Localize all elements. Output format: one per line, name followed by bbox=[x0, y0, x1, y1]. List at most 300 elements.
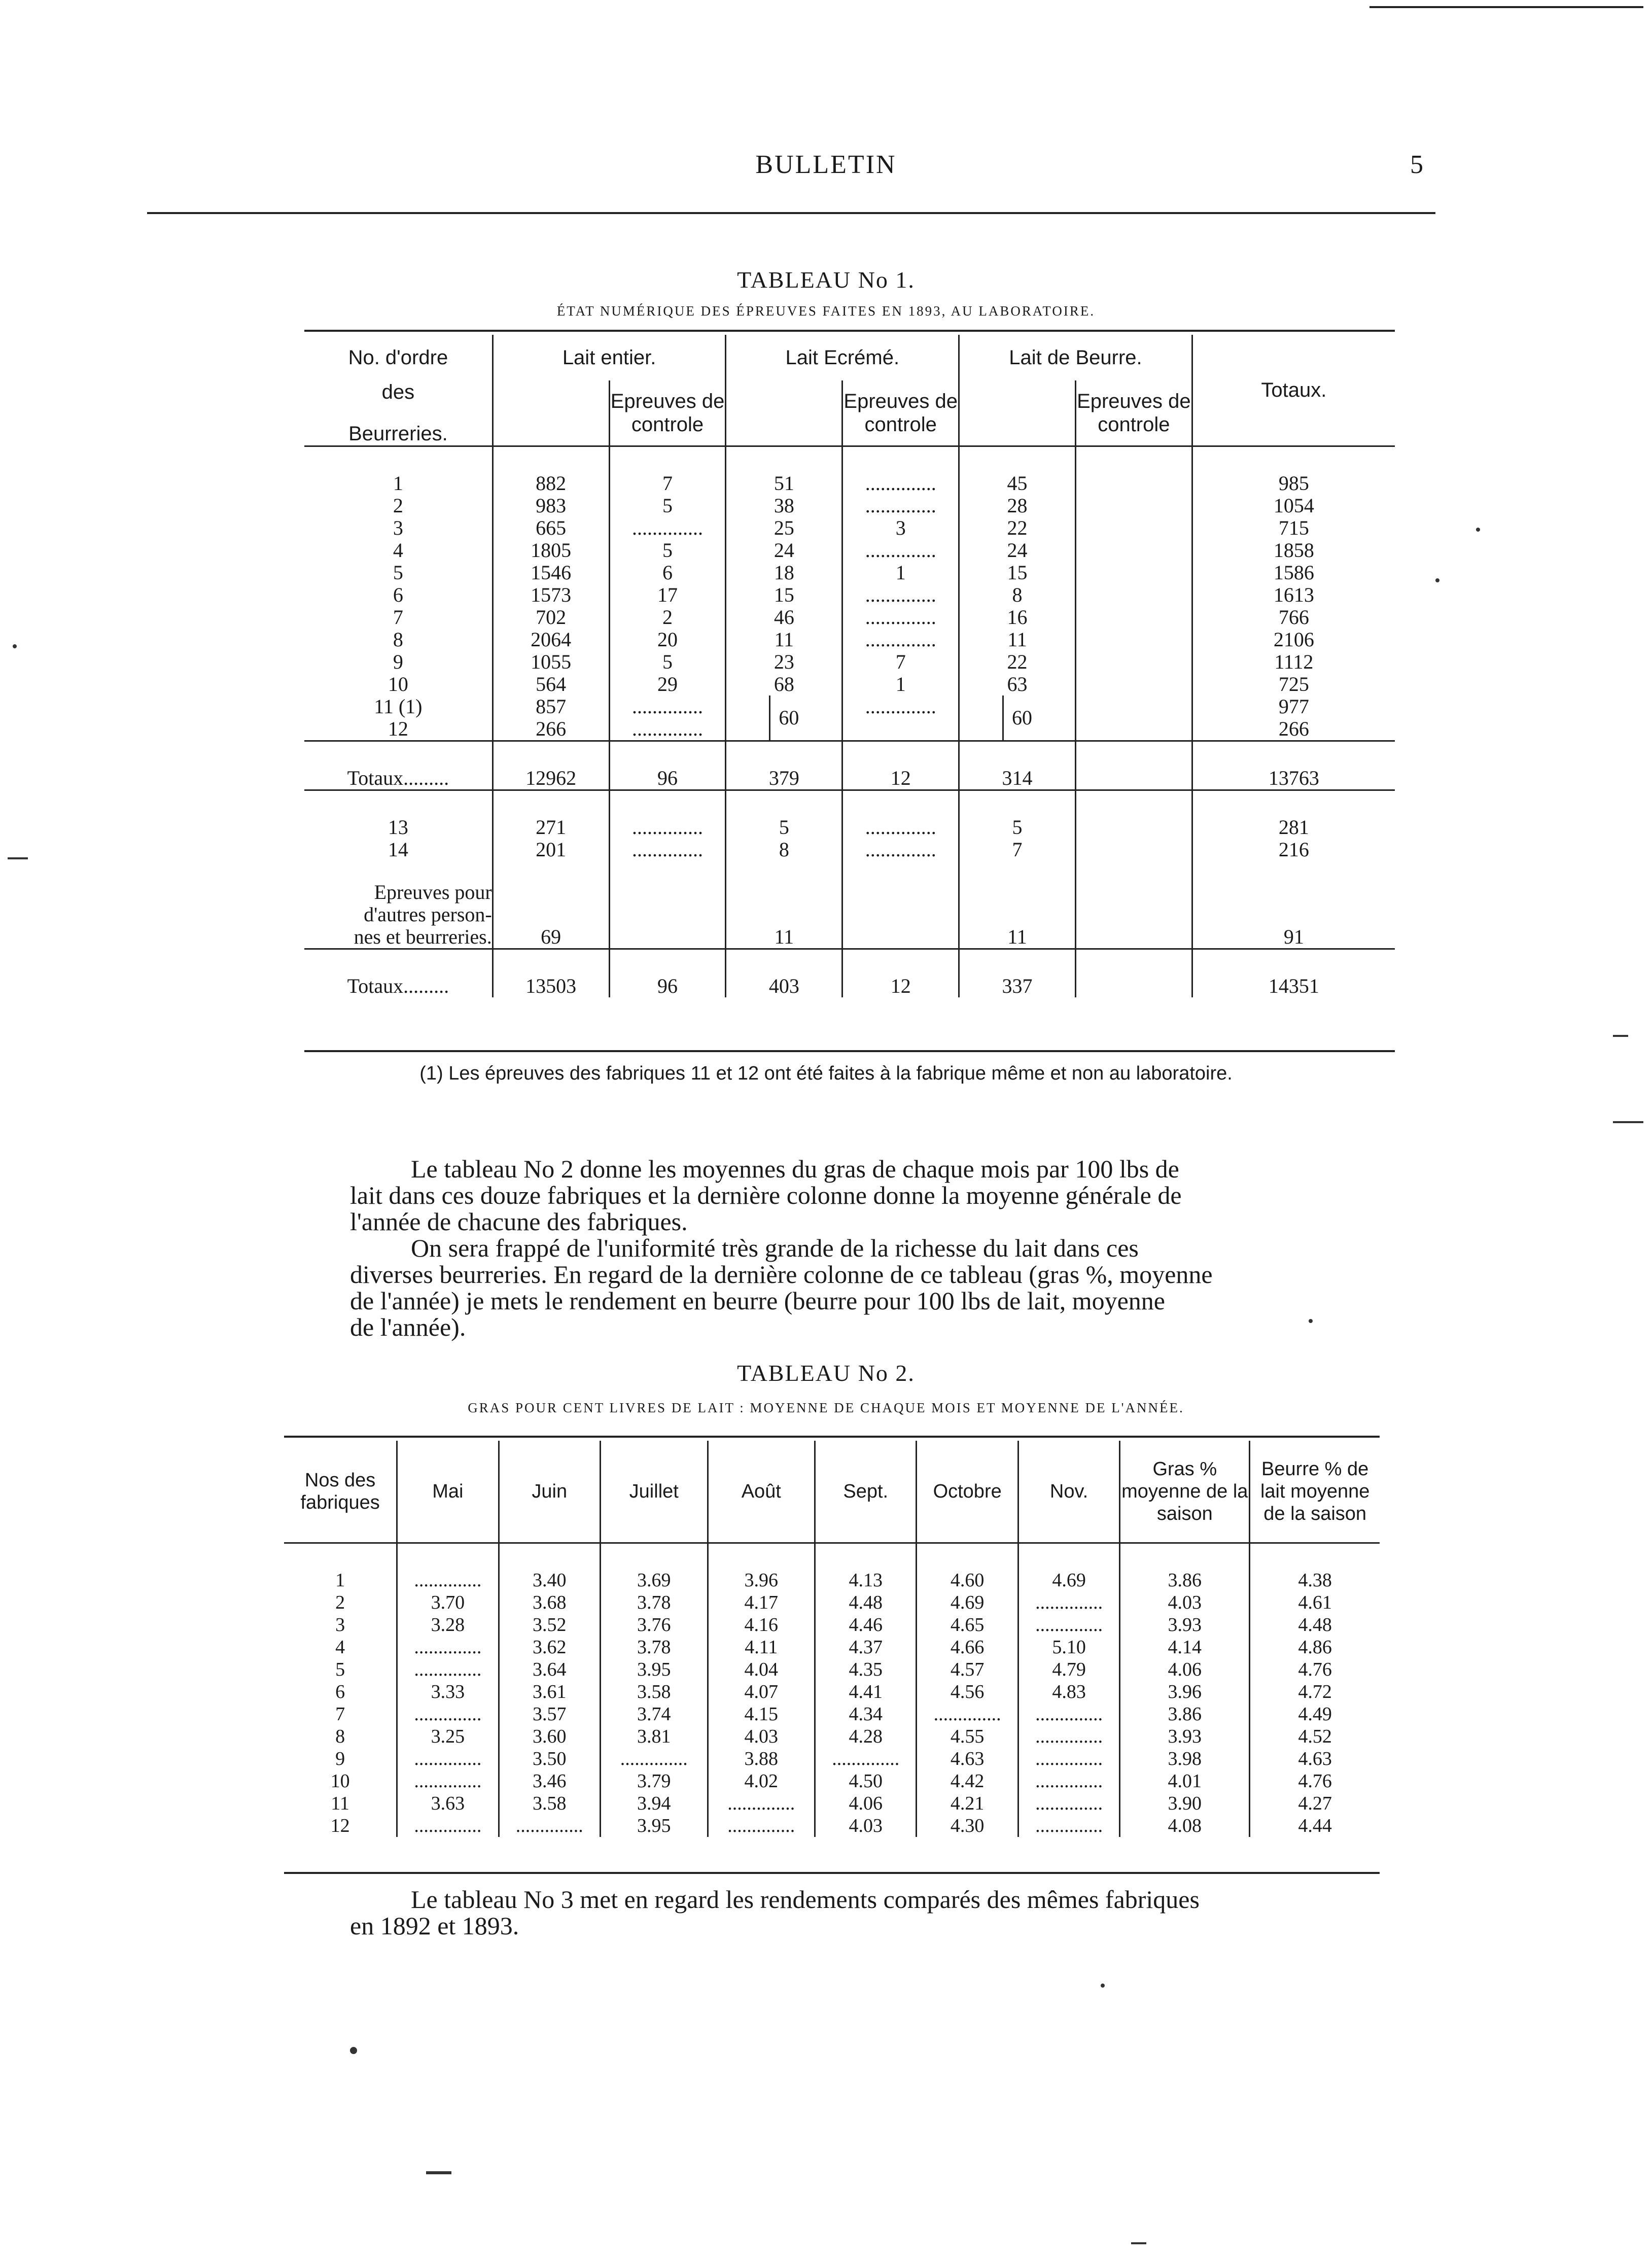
fat-value-cell: .............. bbox=[600, 1748, 708, 1770]
skimmed-milk-cell: 11 bbox=[726, 861, 842, 949]
factory-number-cell: 4 bbox=[335, 1637, 345, 1658]
fat-value-cell: 3.28 bbox=[397, 1614, 499, 1636]
buttermilk-cell: 314 bbox=[959, 767, 1076, 790]
fat-value-cell: .............. bbox=[1018, 1792, 1119, 1815]
whole-milk-control-cell: 5 bbox=[609, 651, 726, 673]
factory-number-cell: 7 bbox=[335, 1704, 345, 1725]
total-cell: 91 bbox=[1192, 861, 1395, 949]
skimmed-milk-control-cell: 7 bbox=[842, 651, 959, 673]
buttermilk-control-cell bbox=[1075, 975, 1192, 997]
fat-value-cell: 4.65 bbox=[917, 1614, 1018, 1636]
whole-milk-control-cell: 96 bbox=[609, 975, 726, 997]
table-row bbox=[304, 629, 1395, 651]
skimmed-milk-control-cell: 3 bbox=[842, 517, 959, 539]
fat-value-cell: 4.56 bbox=[917, 1681, 1018, 1703]
table-row bbox=[304, 562, 1395, 584]
paragraph-line: diverses beurreries. En regard de la dernière colonne de ce tableau (gras %, moyenne bbox=[350, 1260, 1213, 1289]
fat-value-cell: 3.93 bbox=[1120, 1614, 1250, 1636]
order-cell: 13 bbox=[388, 816, 408, 839]
skimmed-milk-control-cell: .............. bbox=[842, 584, 959, 606]
whole-milk-control-cell: .............. bbox=[609, 816, 726, 839]
fat-value-cell: 3.74 bbox=[600, 1703, 708, 1725]
buttermilk-cell: 45 bbox=[959, 472, 1076, 495]
skimmed-milk-cell: 5 bbox=[726, 816, 842, 839]
fat-value-cell: .............. bbox=[499, 1815, 600, 1837]
fat-value-cell: 4.07 bbox=[708, 1681, 815, 1703]
fat-value-cell: 4.11 bbox=[708, 1636, 815, 1658]
whole-milk-control-cell: 17 bbox=[609, 584, 726, 606]
buttermilk-control-cell bbox=[1075, 584, 1192, 606]
table-row bbox=[304, 816, 1395, 839]
rule-row bbox=[304, 741, 1395, 768]
whole-milk-cell: 665 bbox=[493, 517, 609, 539]
skimmed-milk-cell: 403 bbox=[726, 975, 842, 997]
factory-number-cell: 6 bbox=[335, 1681, 345, 1702]
table-row bbox=[284, 1658, 1380, 1681]
skimmed-milk-control-cell: .............. bbox=[842, 816, 959, 839]
fat-value-cell: .............. bbox=[397, 1569, 499, 1591]
table2-column-header: Juin bbox=[499, 1441, 600, 1543]
table-row bbox=[304, 539, 1395, 562]
fat-value-cell: 4.34 bbox=[815, 1703, 917, 1725]
buttermilk-cell: 22 bbox=[959, 517, 1076, 539]
fat-value-cell: .............. bbox=[1018, 1614, 1119, 1636]
control-header: Epreuves de controle bbox=[1075, 380, 1192, 446]
paragraph-line: de l'année). bbox=[350, 1313, 466, 1341]
bracket-value-skimmed: 60 bbox=[769, 696, 799, 740]
whole-milk-control-cell: 5 bbox=[609, 539, 726, 562]
buttermilk-control-cell bbox=[1075, 606, 1192, 629]
whole-milk-cell: 702 bbox=[493, 606, 609, 629]
fat-value-cell: 3.25 bbox=[397, 1725, 499, 1748]
fat-value-cell: 3.57 bbox=[499, 1703, 600, 1725]
header-skimmed-milk: Lait Ecrémé. bbox=[726, 335, 959, 380]
table2-bottom-rule bbox=[284, 1872, 1380, 1874]
order-cell: 9 bbox=[393, 650, 403, 673]
fat-value-cell: 3.96 bbox=[1120, 1681, 1250, 1703]
rule-row bbox=[304, 949, 1395, 976]
fat-value-cell: 4.60 bbox=[917, 1569, 1018, 1591]
fat-value-cell: 4.41 bbox=[815, 1681, 917, 1703]
table-row bbox=[304, 584, 1395, 606]
fat-value-cell: 4.76 bbox=[1250, 1658, 1380, 1681]
factory-number-cell: 10 bbox=[330, 1770, 350, 1792]
total-cell: 715 bbox=[1192, 517, 1395, 539]
buttermilk-control-cell bbox=[1075, 718, 1192, 741]
buttermilk-control-cell bbox=[1075, 696, 1192, 718]
table-row bbox=[304, 718, 1395, 741]
fat-value-cell: 3.90 bbox=[1120, 1792, 1250, 1815]
table2-column-header: Mai bbox=[397, 1441, 499, 1543]
fat-value-cell: .............. bbox=[917, 1703, 1018, 1725]
table2-subtitle: GRAS POUR CENT LIVRES DE LAIT : MOYENNE DE CHAQUE MOIS ET MOYENNE DE L'ANNÉE. bbox=[468, 1400, 1184, 1415]
fat-value-cell: 4.63 bbox=[1250, 1748, 1380, 1770]
whole-milk-control-cell bbox=[609, 861, 726, 949]
whole-milk-cell: 1055 bbox=[493, 651, 609, 673]
table1-title: TABLEAU No 1. bbox=[737, 267, 915, 293]
buttermilk-control-cell bbox=[1075, 629, 1192, 651]
table2-column-header: Nos des fabriques bbox=[300, 1470, 380, 1513]
fat-value-cell: 5.10 bbox=[1018, 1636, 1119, 1658]
skimmed-milk-control-cell: .............. bbox=[842, 472, 959, 495]
fat-value-cell: 4.13 bbox=[815, 1569, 917, 1591]
whole-milk-cell: 266 bbox=[493, 718, 609, 741]
fat-value-cell: 3.64 bbox=[499, 1658, 600, 1681]
table-row bbox=[304, 495, 1395, 517]
table-row bbox=[304, 696, 1395, 718]
control-header: Epreuves de controle bbox=[842, 380, 959, 446]
fat-value-cell: 3.94 bbox=[600, 1792, 708, 1815]
skimmed-milk-cell: 51 bbox=[726, 472, 842, 495]
factory-number-cell: 1 bbox=[335, 1570, 345, 1591]
fat-value-cell: 4.83 bbox=[1018, 1681, 1119, 1703]
paragraph-1 bbox=[350, 1156, 1281, 1340]
total-cell: 766 bbox=[1192, 606, 1395, 629]
whole-milk-cell: 1546 bbox=[493, 562, 609, 584]
table-row bbox=[284, 1681, 1380, 1703]
rule-row bbox=[284, 1543, 1380, 1570]
paragraph-line: On sera frappé de l'uniformité très grande de la richesse du lait dans ces bbox=[411, 1234, 1139, 1262]
fat-value-cell: 4.15 bbox=[708, 1703, 815, 1725]
buttermilk-cell: 28 bbox=[959, 495, 1076, 517]
skimmed-milk-cell: 25 bbox=[726, 517, 842, 539]
fat-value-cell: 4.08 bbox=[1120, 1815, 1250, 1837]
fat-value-cell: 4.03 bbox=[708, 1725, 815, 1748]
fat-value-cell: 4.44 bbox=[1250, 1815, 1380, 1837]
factory-number-cell: 8 bbox=[335, 1726, 345, 1747]
fat-value-cell: 3.63 bbox=[397, 1792, 499, 1815]
table-row bbox=[304, 651, 1395, 673]
paragraph-line: lait dans ces douze fabriques et la dernière colonne donne la moyenne générale de bbox=[350, 1181, 1182, 1209]
table2-column-header: Sept. bbox=[815, 1441, 917, 1543]
fat-value-cell: 4.06 bbox=[1120, 1658, 1250, 1681]
factory-number-cell: 12 bbox=[330, 1815, 350, 1836]
table2-column-header: Juillet bbox=[600, 1441, 708, 1543]
whole-milk-control-cell: 20 bbox=[609, 629, 726, 651]
table-row bbox=[304, 673, 1395, 696]
buttermilk-control-cell bbox=[1075, 539, 1192, 562]
order-cell: 8 bbox=[393, 628, 403, 651]
buttermilk-control-cell bbox=[1075, 562, 1192, 584]
total-cell: 281 bbox=[1192, 816, 1395, 839]
table2-header-row bbox=[284, 1441, 1380, 1543]
whole-milk-control-cell: 7 bbox=[609, 472, 726, 495]
fat-value-cell: 4.28 bbox=[815, 1725, 917, 1748]
bracket-value-buttermilk: 60 bbox=[1002, 696, 1032, 740]
table2-top-rule bbox=[284, 1436, 1380, 1438]
total-cell: 13763 bbox=[1192, 767, 1395, 790]
skimmed-milk-control-cell: 12 bbox=[842, 975, 959, 997]
fat-value-cell: 4.50 bbox=[815, 1770, 917, 1792]
other-tests-label bbox=[304, 861, 493, 949]
fat-value-cell: .............. bbox=[708, 1792, 815, 1815]
skimmed-milk-control-cell: .............. bbox=[842, 629, 959, 651]
buttermilk-cell: 63 bbox=[959, 673, 1076, 696]
fat-value-cell: 3.95 bbox=[600, 1815, 708, 1837]
whole-milk-control-cell: 96 bbox=[609, 767, 726, 790]
fat-value-cell: 3.52 bbox=[499, 1614, 600, 1636]
order-cell: 5 bbox=[393, 561, 403, 584]
fat-value-cell: 3.58 bbox=[600, 1681, 708, 1703]
fat-value-cell: 3.93 bbox=[1120, 1725, 1250, 1748]
fat-value-cell: 3.96 bbox=[708, 1569, 815, 1591]
paragraph-line: en 1892 et 1893. bbox=[350, 1912, 519, 1940]
total-cell: 1858 bbox=[1192, 539, 1395, 562]
page-number: 5 bbox=[1410, 150, 1423, 179]
table-row bbox=[284, 1614, 1380, 1636]
total-cell: 1112 bbox=[1192, 651, 1395, 673]
fat-value-cell: 4.14 bbox=[1120, 1636, 1250, 1658]
table2-column-header: Octobre bbox=[917, 1441, 1018, 1543]
whole-milk-cell: 69 bbox=[493, 861, 609, 949]
order-header-lines bbox=[304, 380, 493, 446]
whole-milk-cell: 12962 bbox=[493, 767, 609, 790]
header-buttermilk: Lait de Beurre. bbox=[959, 335, 1192, 380]
total-cell: 266 bbox=[1192, 718, 1395, 741]
total-cell: 1054 bbox=[1192, 495, 1395, 517]
order-cell: 6 bbox=[393, 583, 403, 606]
fat-value-cell: 3.70 bbox=[397, 1591, 499, 1614]
table2-column-header: Nov. bbox=[1018, 1441, 1119, 1543]
skimmed-milk-control-cell bbox=[842, 718, 959, 741]
fat-value-cell: .............. bbox=[1018, 1591, 1119, 1614]
table-row bbox=[304, 606, 1395, 629]
skimmed-milk-control-cell: 12 bbox=[842, 767, 959, 790]
fat-value-cell: 4.06 bbox=[815, 1792, 917, 1815]
header-whole-milk: Lait entier. bbox=[493, 335, 726, 380]
fat-value-cell: 3.98 bbox=[1120, 1748, 1250, 1770]
whole-milk-control-cell: .............. bbox=[609, 696, 726, 718]
order-cell: Totaux......... bbox=[347, 767, 449, 789]
whole-milk-cell: 13503 bbox=[493, 975, 609, 997]
buttermilk-control-cell bbox=[1075, 861, 1192, 949]
fat-value-cell: 4.04 bbox=[708, 1658, 815, 1681]
fat-value-cell: 4.01 bbox=[1120, 1770, 1250, 1792]
total-cell: 216 bbox=[1192, 839, 1395, 861]
order-cell: 4 bbox=[393, 539, 403, 562]
fat-value-cell: .............. bbox=[397, 1703, 499, 1725]
order-cell: 12 bbox=[388, 717, 408, 740]
skimmed-milk-cell: 38 bbox=[726, 495, 842, 517]
skimmed-milk-cell bbox=[726, 696, 842, 741]
fat-value-cell: .............. bbox=[397, 1636, 499, 1658]
fat-value-cell: 4.55 bbox=[917, 1725, 1018, 1748]
fat-value-cell: .............. bbox=[815, 1748, 917, 1770]
table2 bbox=[284, 1441, 1380, 1837]
table1-subtitle: ÉTAT NUMÉRIQUE DES ÉPREUVES FAITES EN 1893, AU LABORATOIRE. bbox=[556, 303, 1096, 319]
rule-row bbox=[304, 790, 1395, 817]
fat-value-cell: 4.17 bbox=[708, 1591, 815, 1614]
fat-value-cell: .............. bbox=[397, 1748, 499, 1770]
fat-value-cell: 3.78 bbox=[600, 1636, 708, 1658]
skimmed-milk-control-cell: .............. bbox=[842, 696, 959, 718]
fat-value-cell: 3.88 bbox=[708, 1748, 815, 1770]
skimmed-milk-cell: 15 bbox=[726, 584, 842, 606]
fat-value-cell: 3.76 bbox=[600, 1614, 708, 1636]
factory-number-cell: 3 bbox=[335, 1614, 345, 1636]
skimmed-milk-cell: 11 bbox=[726, 629, 842, 651]
skimmed-milk-cell: 23 bbox=[726, 651, 842, 673]
buttermilk-cell bbox=[959, 696, 1076, 741]
header-rule bbox=[147, 212, 1435, 214]
skimmed-milk-cell: 379 bbox=[726, 767, 842, 790]
fat-value-cell: 4.86 bbox=[1250, 1636, 1380, 1658]
fat-value-cell: .............. bbox=[397, 1658, 499, 1681]
fat-value-cell: .............. bbox=[1018, 1703, 1119, 1725]
table-row bbox=[284, 1636, 1380, 1658]
buttermilk-control-cell bbox=[1075, 767, 1192, 790]
fat-value-cell: 4.48 bbox=[1250, 1614, 1380, 1636]
table-row bbox=[284, 1792, 1380, 1815]
fat-value-cell: 3.58 bbox=[499, 1792, 600, 1815]
whole-milk-cell: 201 bbox=[493, 839, 609, 861]
buttermilk-control-cell bbox=[1075, 472, 1192, 495]
whole-milk-cell: 1573 bbox=[493, 584, 609, 606]
total-cell: 977 bbox=[1192, 696, 1395, 718]
fat-value-cell: 4.69 bbox=[917, 1591, 1018, 1614]
fat-value-cell: 4.76 bbox=[1250, 1770, 1380, 1792]
fat-value-cell: .............. bbox=[708, 1815, 815, 1837]
whole-milk-cell: 1805 bbox=[493, 539, 609, 562]
fat-value-cell: 4.35 bbox=[815, 1658, 917, 1681]
fat-value-cell: 4.72 bbox=[1250, 1681, 1380, 1703]
order-cell: 1 bbox=[393, 472, 403, 495]
fat-value-cell: .............. bbox=[1018, 1725, 1119, 1748]
fat-value-cell: 3.61 bbox=[499, 1681, 600, 1703]
fat-value-cell: .............. bbox=[1018, 1815, 1119, 1837]
skimmed-milk-cell: 68 bbox=[726, 673, 842, 696]
table1-bottom-rule bbox=[304, 1050, 1395, 1052]
fat-value-cell: 3.78 bbox=[600, 1591, 708, 1614]
table-row bbox=[284, 1725, 1380, 1748]
fat-value-cell: 4.66 bbox=[917, 1636, 1018, 1658]
table-row bbox=[284, 1569, 1380, 1591]
fat-value-cell: 3.33 bbox=[397, 1681, 499, 1703]
fat-value-cell: .............. bbox=[397, 1770, 499, 1792]
fat-value-cell: 4.61 bbox=[1250, 1591, 1380, 1614]
paragraph-line: de l'année) je mets le rendement en beurre (beurre pour 100 lbs de lait, moyenne bbox=[350, 1287, 1165, 1315]
fat-value-cell: 3.62 bbox=[499, 1636, 600, 1658]
fat-value-cell: 3.68 bbox=[499, 1591, 600, 1614]
header-totals: Totaux. bbox=[1192, 335, 1395, 446]
fat-value-cell: 4.16 bbox=[708, 1614, 815, 1636]
total-cell: 725 bbox=[1192, 673, 1395, 696]
whole-milk-control-cell: 2 bbox=[609, 606, 726, 629]
factory-number-cell: 5 bbox=[335, 1659, 345, 1680]
table2-title: TABLEAU No 2. bbox=[737, 1360, 915, 1386]
total-cell: 985 bbox=[1192, 472, 1395, 495]
fat-value-cell: .............. bbox=[1018, 1770, 1119, 1792]
whole-milk-cell: 564 bbox=[493, 673, 609, 696]
total-cell: 1613 bbox=[1192, 584, 1395, 606]
fat-value-cell: 4.52 bbox=[1250, 1725, 1380, 1748]
table2-column-header: Beurre % de lait moyenne de la saison bbox=[1250, 1441, 1380, 1543]
skimmed-milk-control-cell: 1 bbox=[842, 562, 959, 584]
table1-top-rule bbox=[304, 330, 1395, 332]
skimmed-milk-cell: 18 bbox=[726, 562, 842, 584]
whole-milk-control-cell: .............. bbox=[609, 718, 726, 741]
total-cell: 1586 bbox=[1192, 562, 1395, 584]
buttermilk-cell: 22 bbox=[959, 651, 1076, 673]
order-cell: 2 bbox=[393, 494, 403, 517]
order-cell: 3 bbox=[393, 516, 403, 539]
totals-row bbox=[304, 767, 1395, 790]
order-header-line: No. d'ordre bbox=[348, 346, 448, 369]
fat-value-cell: 3.79 bbox=[600, 1770, 708, 1792]
table-row bbox=[284, 1591, 1380, 1614]
fat-value-cell: 4.02 bbox=[708, 1770, 815, 1792]
fat-value-cell: 3.60 bbox=[499, 1725, 600, 1748]
factory-number-cell: 11 bbox=[331, 1793, 349, 1814]
fat-value-cell: 4.49 bbox=[1250, 1703, 1380, 1725]
total-cell: 2106 bbox=[1192, 629, 1395, 651]
order-cell: 11 (1) bbox=[374, 695, 423, 718]
table2-column-header: Août bbox=[708, 1441, 815, 1543]
buttermilk-cell: 11 bbox=[959, 861, 1076, 949]
table1 bbox=[304, 335, 1395, 997]
order-cell: 7 bbox=[393, 606, 403, 629]
grand-totals-row bbox=[304, 975, 1395, 997]
fat-value-cell: 4.42 bbox=[917, 1770, 1018, 1792]
fat-value-cell: 3.69 bbox=[600, 1569, 708, 1591]
buttermilk-control-cell bbox=[1075, 495, 1192, 517]
rule-row bbox=[304, 446, 1395, 473]
order-header-line: Beurreries. bbox=[348, 423, 448, 445]
order-header-line: des bbox=[381, 381, 415, 403]
paragraph-line: Le tableau No 2 donne les moyennes du gras de chaque mois par 100 lbs de bbox=[411, 1155, 1179, 1183]
table-row bbox=[304, 517, 1395, 539]
fat-value-cell: 3.86 bbox=[1120, 1569, 1250, 1591]
table-row bbox=[284, 1815, 1380, 1837]
buttermilk-control-cell bbox=[1075, 839, 1192, 861]
fat-value-cell: 4.30 bbox=[917, 1815, 1018, 1837]
fat-value-cell: 4.21 bbox=[917, 1792, 1018, 1815]
skimmed-milk-control-cell: .............. bbox=[842, 539, 959, 562]
whole-milk-control-cell: .............. bbox=[609, 517, 726, 539]
skimmed-milk-cell: 24 bbox=[726, 539, 842, 562]
buttermilk-cell: 11 bbox=[959, 629, 1076, 651]
skimmed-milk-control-cell: .............. bbox=[842, 495, 959, 517]
whole-milk-cell: 857 bbox=[493, 696, 609, 718]
fat-value-cell: .............. bbox=[1018, 1748, 1119, 1770]
whole-milk-control-cell: .............. bbox=[609, 839, 726, 861]
fat-value-cell: 4.38 bbox=[1250, 1569, 1380, 1591]
fat-value-cell: 4.46 bbox=[815, 1614, 917, 1636]
other-tests-line: Epreuves pour bbox=[374, 881, 492, 903]
table1-footnote: (1) Les épreuves des fabriques 11 et 12 ont été faites à la fabrique même et non au laboratoire. bbox=[419, 1063, 1233, 1084]
whole-milk-control-cell: 5 bbox=[609, 495, 726, 517]
whole-milk-cell: 882 bbox=[493, 472, 609, 495]
fat-value-cell: 3.81 bbox=[600, 1725, 708, 1748]
fat-value-cell: 4.69 bbox=[1018, 1569, 1119, 1591]
corner-rule bbox=[1369, 6, 1643, 8]
skimmed-milk-control-cell: .............. bbox=[842, 839, 959, 861]
fat-value-cell: 3.46 bbox=[499, 1770, 600, 1792]
table-row bbox=[284, 1770, 1380, 1792]
buttermilk-cell: 24 bbox=[959, 539, 1076, 562]
total-cell: 14351 bbox=[1192, 975, 1395, 997]
order-cell: 10 bbox=[388, 673, 408, 696]
other-tests-row bbox=[304, 861, 1395, 949]
buttermilk-cell: 7 bbox=[959, 839, 1076, 861]
whole-milk-cell: 983 bbox=[493, 495, 609, 517]
fat-value-cell: 4.03 bbox=[1120, 1591, 1250, 1614]
paragraph-line: Le tableau No 3 met en regard les rendements comparés des mêmes fabriques bbox=[411, 1885, 1200, 1914]
table-row bbox=[284, 1748, 1380, 1770]
order-cell: 14 bbox=[388, 838, 408, 861]
fat-value-cell: .............. bbox=[397, 1815, 499, 1837]
buttermilk-cell: 337 bbox=[959, 975, 1076, 997]
